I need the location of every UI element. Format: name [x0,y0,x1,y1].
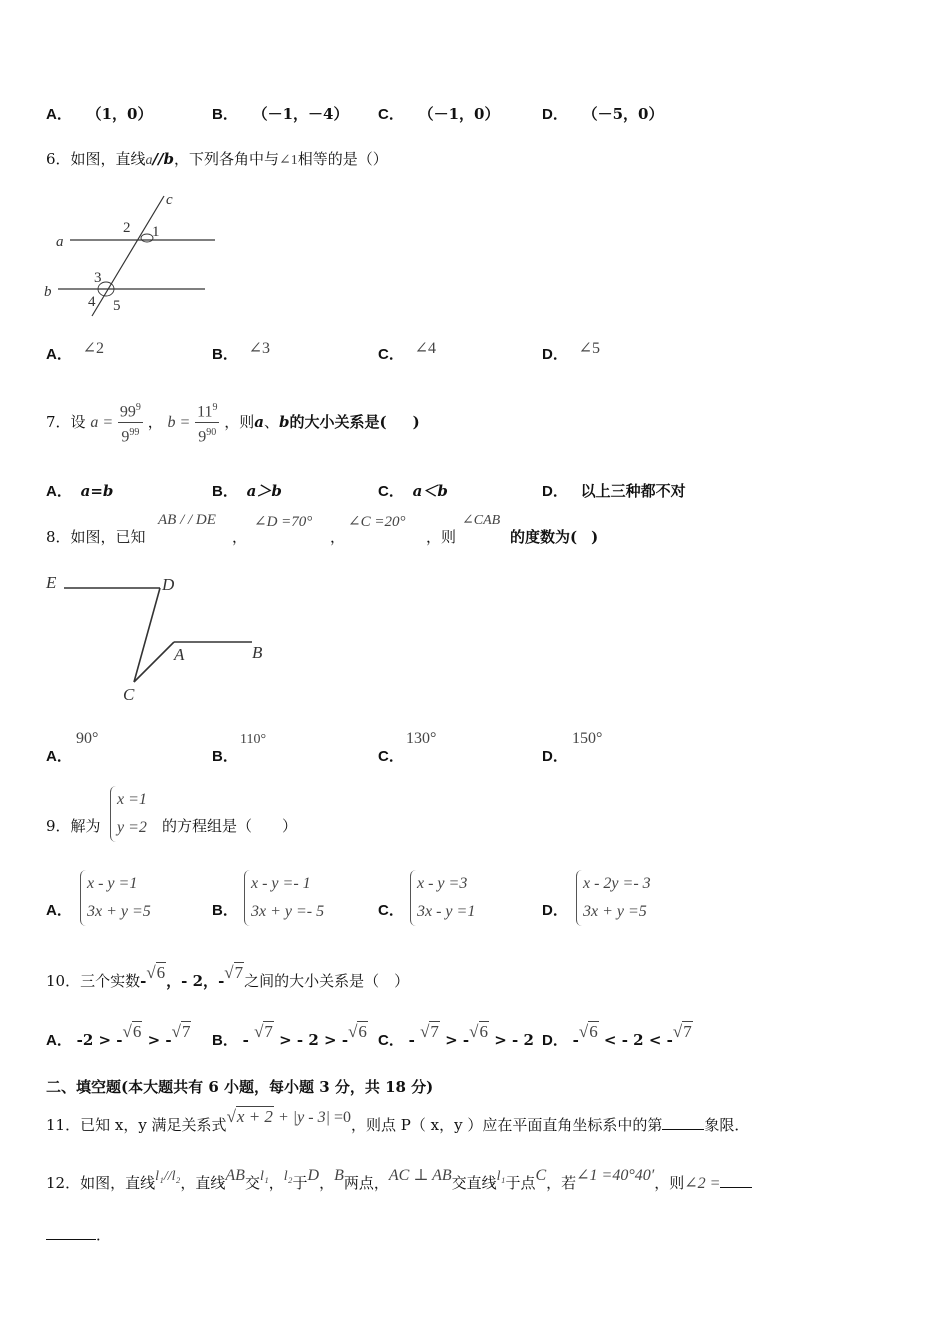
option-text: - [572,1031,579,1049]
q7-a-lhs: a = [90,413,114,431]
option-value: ∠3 [248,340,271,357]
q10-suffix: 之间的大小关系是（ ） [244,972,410,990]
q7-b-num-exp: 9 [212,402,218,413]
sqrt: √6 [122,1022,142,1041]
option-value: （1，0） [86,105,153,123]
label-a: A [174,645,185,664]
q8-suffix-wrap [510,526,598,547]
q6-angle: ∠1 [279,153,298,168]
q5-option-c [378,103,500,124]
q8-option-c-value: 130° [406,730,437,747]
q8-cond-parallel: AB / / DE [158,512,216,528]
option-text: < - 2 < - [598,1031,673,1049]
option-value: a=b [80,482,114,500]
q12-continuation [46,1224,111,1245]
q12-comma: ， [319,1174,335,1192]
q7-a-den: 9 [121,428,130,446]
equation-2: 3x + y =5 [583,903,647,920]
option-label: C． [378,106,404,123]
question-7 [46,398,420,444]
q12-angle-2: ∠2 = [684,1175,721,1192]
section-2-heading: 二、填空题(本大题共有 6 小题，每小题 3 分，共 18 分) [46,1078,434,1096]
q8-target-angle: ∠CAB [462,513,501,528]
equation-1: x - y =- 1 [251,875,311,892]
label-b: b [44,284,52,300]
q12-comma: ， [268,1174,284,1192]
q7-b-den-exp: 90 [206,427,217,439]
q11-plus: + [273,1109,293,1126]
option-label: D． [542,483,568,500]
q12-text: 于点 [505,1174,536,1192]
q6-mid: ，下列各角中与 [174,150,280,168]
option-label: C． [378,483,404,500]
q12-l1: l₁ [259,1169,269,1184]
option-label: B． [212,1032,238,1049]
q9-option-d-system [576,870,651,926]
q8-option-c-label: C． [378,748,404,765]
q8-figure [40,568,280,708]
equation-2: 3x + y =- 5 [251,903,325,920]
q9-option-c-system [410,870,475,926]
radicand: 7 [181,1022,191,1041]
option-text: > - [142,1031,172,1049]
q8-then: ，则 [426,528,457,546]
equation-1: x - y =3 [417,875,468,892]
q8-option-b-label: B． [212,748,238,765]
option-value: a＜b [412,482,448,500]
q7-a-den-exp: 99 [129,427,140,439]
q6-prefix: 6．如图，直线 [46,150,146,168]
option-label: B． [212,346,238,363]
option-label: C． [378,346,404,363]
q6-option-c [378,340,437,364]
q12-perp: AC ⊥ AB [388,1167,452,1184]
q11-eq: =0 [329,1109,351,1126]
label-1: 1 [152,224,160,240]
equation-2: 3x - y =1 [417,903,476,920]
q8-option-a-value: 90° [76,730,99,747]
q7-a-num: 99 [119,403,136,421]
q12-l1: l₁ [496,1169,506,1184]
q10-sqrt-7: √7 [224,963,244,982]
sqrt: √7 [254,1022,273,1041]
q6-option-d [542,340,601,364]
label-c: c [166,192,173,208]
option-label: A． [46,106,72,123]
q9-option-c-label: C． [378,902,404,919]
sqrt: √6 [469,1022,489,1041]
q7-a-num-exp: 9 [135,402,141,413]
q8-cond-angle-c: ∠C =20° [348,514,406,530]
label-4: 4 [88,294,96,310]
option-label: D． [542,1032,568,1049]
q8-suffix: 的度数为( [510,528,578,546]
q10-minus-1: - [140,972,147,990]
q7-option-a [46,480,113,501]
q6-line-a: a [145,153,153,168]
option-text: - [408,1031,421,1049]
q9-sol-x: x =1 [117,791,147,808]
label-5: 5 [113,298,121,314]
q12-text: 于 [292,1174,308,1192]
q9-option-a-system [80,870,151,926]
option-value: （－1，0） [418,105,500,123]
q7-tail: 的大小关系是( [289,412,387,431]
q10-option-b [212,1022,368,1050]
option-label: D． [542,346,568,363]
q8-option-d-label: D． [542,748,568,765]
radicand: x + 2 [236,1107,273,1126]
q7-option-d [542,480,686,501]
option-value: ∠5 [578,340,601,357]
option-value: ∠2 [82,340,105,357]
q6-option-b [212,340,271,364]
option-value: （－1，－4） [252,105,349,123]
q9-sol-y: y =2 [117,819,147,836]
q11-sqrt: √x + 2 [226,1107,273,1126]
q12-point-c: C [535,1167,547,1184]
q6-figure [40,188,230,318]
q10-mid: ，- 2， [166,972,219,990]
q12-text: 交直线 [451,1174,497,1192]
radicand: 7 [264,1022,273,1041]
q12-answer-blank-cont[interactable] [46,1239,96,1240]
equation-2: 3x + y =5 [87,903,151,920]
sqrt: √7 [420,1022,439,1041]
q7-option-b [212,480,282,501]
q9-option-b-label: B． [212,902,238,919]
question-6 [46,148,388,169]
q10-sqrt-6: √6 [146,963,166,982]
radicand: 7 [234,963,244,982]
q7-b-fraction [195,398,219,448]
sqrt: √6 [578,1022,598,1041]
q5-option-b [212,103,349,124]
q10-option-c [378,1022,534,1050]
q7-sep: 、 [264,412,280,431]
label-2: 2 [123,220,131,236]
q12-answer-blank[interactable] [720,1187,752,1188]
q6-suffix: 相等的是（） [297,150,388,168]
radicand: 6 [358,1022,367,1041]
line-c [92,196,164,316]
equation-1: x - 2y =- 3 [583,875,651,892]
option-text: -2 > - [76,1031,123,1049]
q9-suffix: 的方程组是（ ） [162,817,298,835]
q8-option-a-label: A． [46,748,72,765]
q7-b-lhs: b = [167,413,191,431]
sqrt: √6 [348,1022,367,1041]
label-e: E [46,573,57,592]
q10-option-a [46,1022,191,1050]
q11-suffix: ，则点 P（ x，y ）应在平面直角坐标系中的第 [351,1116,663,1134]
q10-minus-2: - [218,972,225,990]
q8-option-d-value: 150° [572,730,603,747]
q12-text: 交 [244,1174,260,1192]
q8-comma-2: ， [330,528,346,546]
question-12 [46,1167,752,1193]
q12-text: ，直线 [180,1174,226,1192]
q11-answer-blank[interactable] [662,1129,704,1130]
q12-l1-parallel-l2: l₁//l₂ [155,1169,181,1184]
radicand: 6 [589,1022,598,1041]
q6-option-a [46,340,105,364]
sqrt: √7 [171,1022,191,1041]
q12-end: ． [96,1226,112,1244]
q9-option-b-system [244,870,324,926]
q8-comma-1: ， [232,528,248,546]
q7-var-a: a [254,412,264,431]
question-11 [46,1107,750,1135]
q5-option-d [542,103,664,124]
q9-prefix: 9．解为 [46,817,101,835]
equation-1: x - y =1 [87,875,138,892]
label-3: 3 [94,270,102,286]
q5-option-a [46,103,153,124]
q8-prefix: 8．如图，已知 [46,528,146,546]
question-8 [46,526,146,547]
sqrt: √7 [672,1022,692,1041]
q10-option-d [542,1022,693,1050]
q8-paren-close: ) [591,528,599,546]
label-b: B [252,643,263,662]
radicand: 7 [683,1022,692,1041]
radicand: 6 [132,1022,142,1041]
option-label: A． [46,483,72,500]
q12-l2: l₂ [283,1169,293,1184]
q7-paren-close: ) [412,412,420,431]
q12-text: 两点， [343,1174,389,1192]
option-label: D． [542,106,568,123]
option-label: A． [46,1032,72,1049]
q6-parallel: //b [152,150,174,168]
q12-prefix: 12．如图，直线 [46,1174,156,1192]
option-label: B． [212,483,238,500]
q12-point-b: B [334,1167,344,1184]
label-d: D [162,575,175,594]
option-label: C． [378,1032,404,1049]
option-value: a＞b [246,482,282,500]
option-label: A． [46,346,72,363]
q7-a-fraction [118,398,143,448]
q10-prefix: 10．三个实数 [46,972,141,990]
q12-point-d: D [307,1167,320,1184]
option-value: ∠4 [414,340,437,357]
q11-tail: 象限． [704,1116,750,1134]
option-label: B． [212,106,238,123]
question-10 [46,963,410,991]
q12-angle-1: ∠1 =40°40′ [576,1167,655,1184]
q7-suffix: ，则 [224,412,255,431]
q9-solution-system [110,786,147,842]
q7-comma: ， [147,412,163,431]
label-c: C [123,685,135,704]
q9-option-a-label: A． [46,902,72,919]
q11-prefix: 11．已知 x，y 满足关系式 [46,1116,227,1134]
option-text: - [242,1031,255,1049]
q8-cond-angle-d: ∠D =70° [254,514,313,530]
q12-text: ，则 [654,1174,685,1192]
label-a: a [56,234,64,250]
q7-b-num: 11 [197,403,213,421]
q7-prefix: 7．设 [46,412,86,431]
option-text: > - 2 > - [273,1031,349,1049]
q7-b-den: 9 [198,428,207,446]
q7-var-b: b [279,412,290,431]
q12-text: ，若 [546,1174,577,1192]
radicand: 6 [479,1022,489,1041]
q8-option-b-value: 110° [240,732,267,747]
option-text: > - 2 [489,1031,534,1049]
radicand: 6 [156,963,166,982]
q7-option-c [378,480,448,501]
q12-ab: AB [225,1167,245,1184]
option-text: > - [439,1031,470,1049]
radicand: 7 [430,1022,439,1041]
option-value: （－5，0） [582,105,664,123]
option-value: 以上三种都不对 [580,482,686,500]
q11-abs: |y - 3| [292,1109,330,1126]
q9-option-d-label: D． [542,902,568,919]
